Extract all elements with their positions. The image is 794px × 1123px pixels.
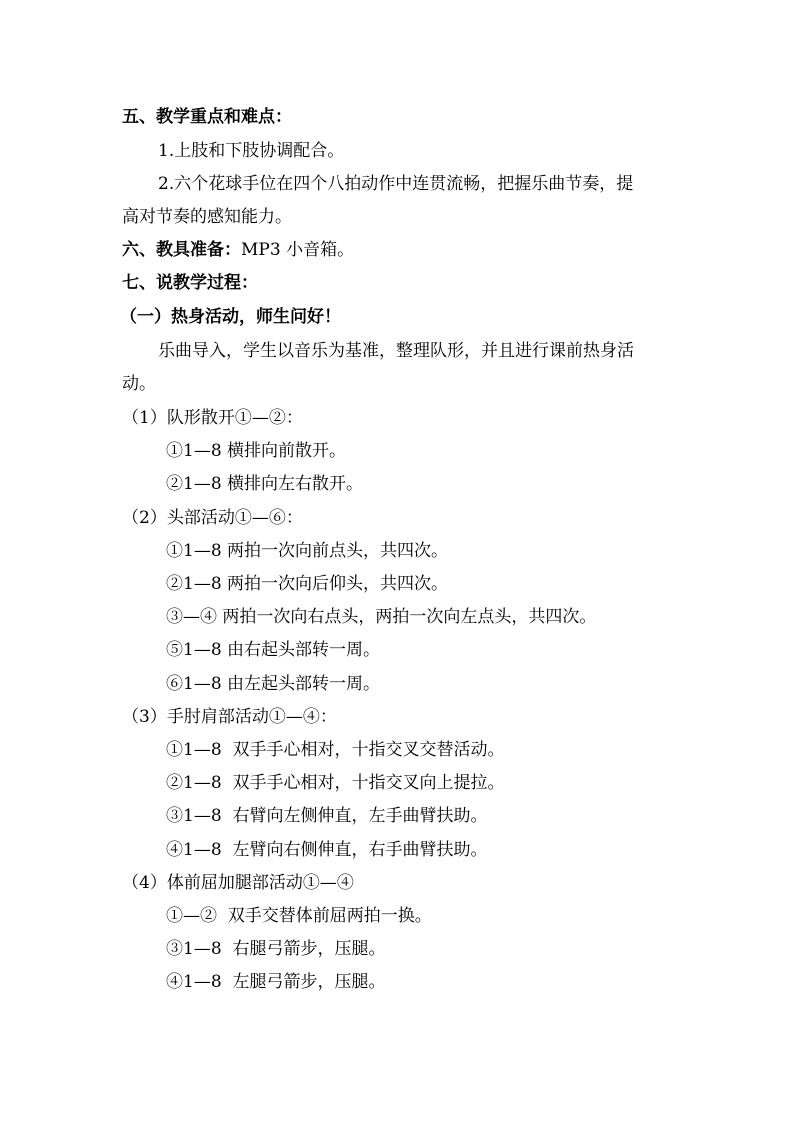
group-4-title: （4）体前屈加腿部活动①—④	[122, 873, 354, 893]
group-2-item: ②1—8 两拍一次向后仰头，共四次。	[166, 574, 449, 594]
group-1-item: ①1—8 横排向前散开。	[166, 441, 347, 461]
group-4-item: ④1—8 左腿弓箭步，压腿。	[166, 972, 386, 992]
section-7-heading: 七、说教学过程：	[122, 273, 258, 293]
section-5-item-1: 1.上肢和下肢协调配合。	[158, 141, 345, 161]
group-2-item: ③—④ 两拍一次向右点头，两拍一次向左点头，共四次。	[166, 607, 597, 627]
group-2-item: ⑥1—8 由左起头部转一周。	[166, 674, 381, 694]
section-6-line	[122, 240, 354, 260]
group-3-item: ④1—8 左臂向右侧伸直，右手曲臂扶助。	[166, 840, 488, 860]
section-6-heading: 六、教具准备：	[122, 240, 241, 260]
group-2-item: ①1—8 两拍一次向前点头，共四次。	[166, 541, 449, 561]
intro-line-1: 乐曲导入，学生以音乐为基准，整理队形，并且进行课前热身活	[158, 341, 634, 361]
group-2-title: （2）头部活动①—⑥：	[122, 508, 303, 528]
group-3-item: ①1—8 双手手心相对，十指交叉交替活动。	[166, 740, 505, 760]
group-3-item: ③1—8 右臂向左侧伸直，左手曲臂扶助。	[166, 806, 488, 826]
group-4-item: ①—② 双手交替体前屈两拍一换。	[166, 906, 432, 926]
group-2-item: ⑤1—8 由右起头部转一周。	[166, 640, 381, 660]
section-5-item-2-line-1: 2.六个花球手位在四个八拍动作中连贯流畅，把握乐曲节奏，提	[158, 174, 634, 194]
group-1-item: ②1—8 横排向左右散开。	[166, 474, 364, 494]
section-6-text: MP3 小音箱。	[241, 240, 355, 260]
section-5-item-2-line-2: 高对节奏的感知能力。	[122, 207, 292, 227]
group-3-title: （3）手肘肩部活动①—④：	[122, 707, 337, 727]
section-5-heading: 五、教学重点和难点：	[122, 107, 292, 127]
group-3-item: ②1—8 双手手心相对，十指交叉向上提拉。	[166, 773, 505, 793]
subsection-1-heading: （一）热身活动，师生问好！	[120, 307, 341, 327]
intro-line-2: 动。	[122, 374, 156, 394]
group-4-item: ③1—8 右腿弓箭步，压腿。	[166, 939, 386, 959]
group-1-title: （1）队形散开①—②：	[122, 408, 303, 428]
